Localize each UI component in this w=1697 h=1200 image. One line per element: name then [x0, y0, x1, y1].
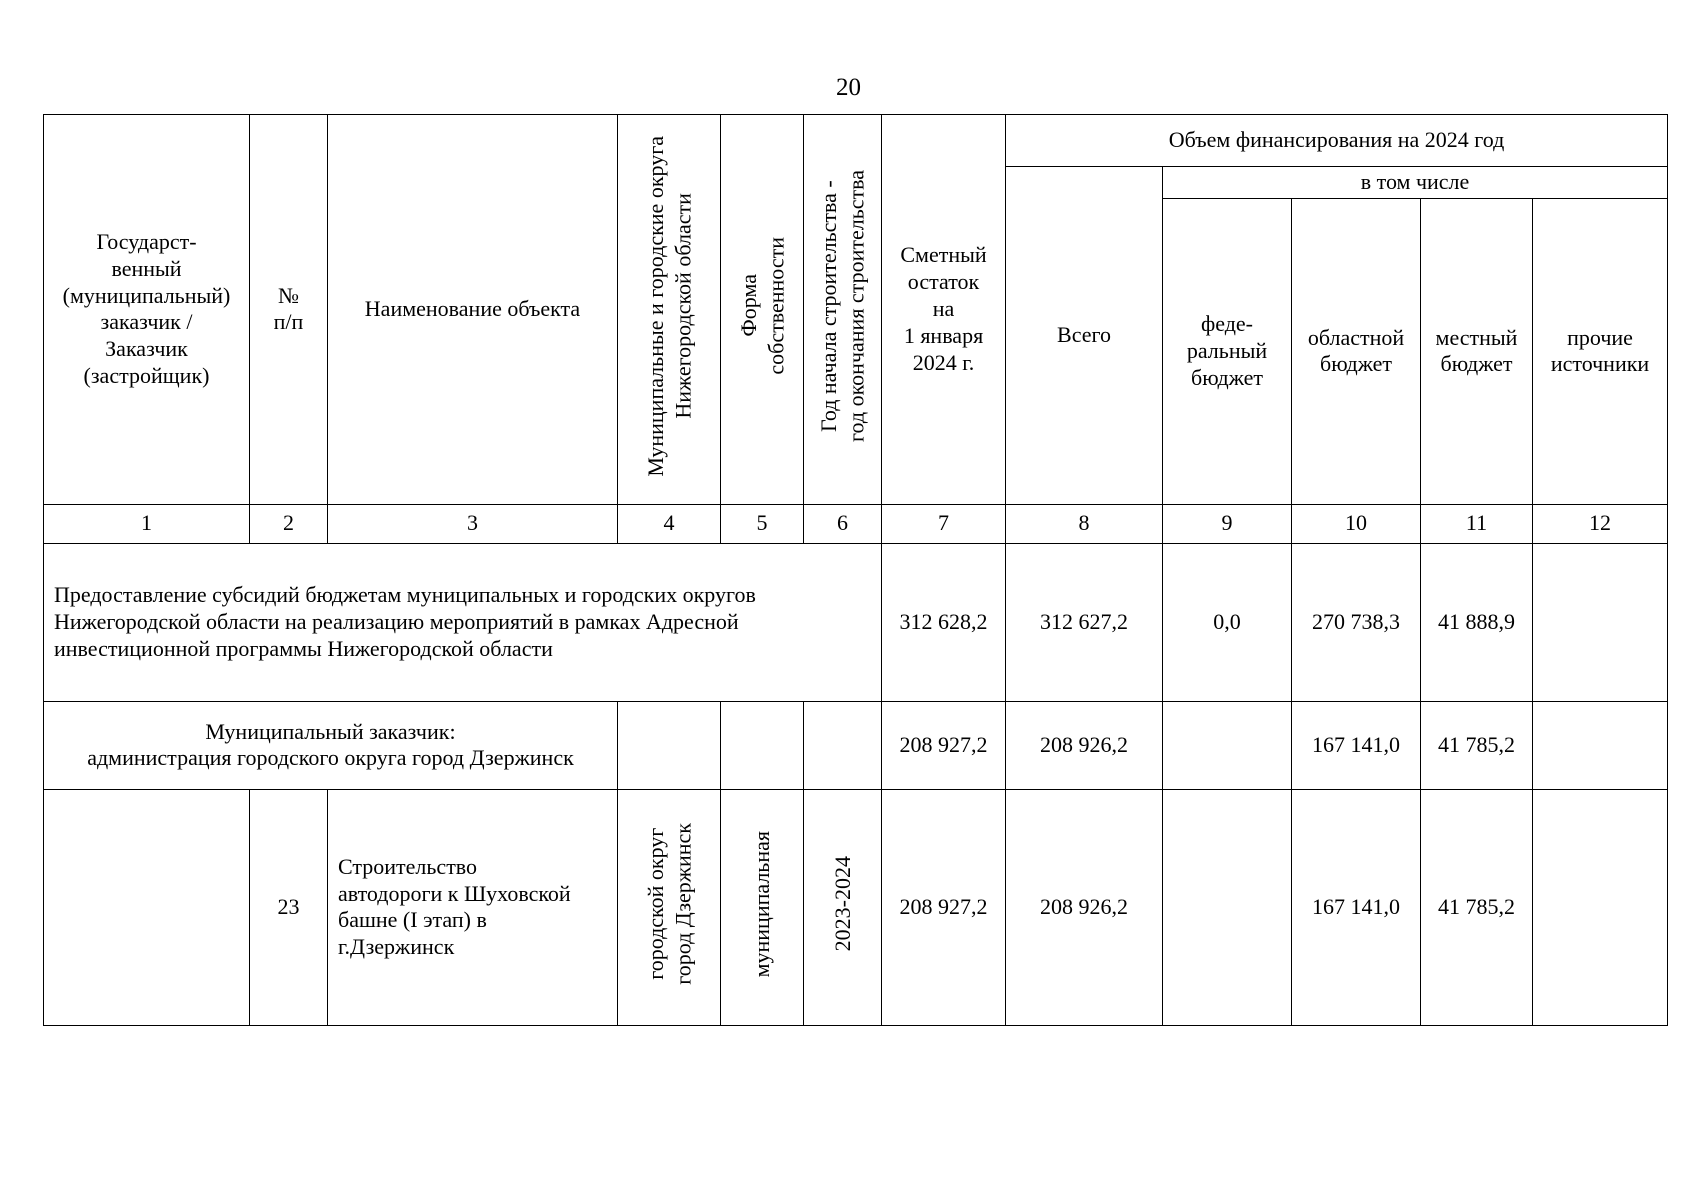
column-number: 8 [1006, 504, 1163, 543]
customer-other [1533, 701, 1668, 789]
header-object-name: Наименование объекта [328, 115, 618, 505]
subsidy-local: 41 888,9 [1421, 543, 1533, 701]
header-federal-budget: феде- ральный бюджет [1163, 198, 1292, 504]
customer-empty-cell [618, 701, 721, 789]
subsidy-total: 312 627,2 [1006, 543, 1163, 701]
header-estimated-balance: Сметный остаток на 1 января 2024 г. [882, 115, 1006, 505]
object-years: 2023-2024 [804, 789, 882, 1025]
customer-empty-cell [804, 701, 882, 789]
table-row-subsidy [44, 543, 1668, 701]
object-total: 208 926,2 [1006, 789, 1163, 1025]
object-estimated-balance: 208 927,2 [882, 789, 1006, 1025]
header-regional-budget: областной бюджет [1292, 198, 1421, 504]
customer-total: 208 926,2 [1006, 701, 1163, 789]
customer-local: 41 785,2 [1421, 701, 1533, 789]
object-number: 23 [250, 789, 328, 1025]
subsidy-description: Предоставление субсидий бюджетам муниципальных и городских округов Нижегородской области на реализацию мероприятий в рамках Адресной инвестиционной программы Нижегородской области [44, 543, 882, 701]
subsidy-estimated-balance: 312 628,2 [882, 543, 1006, 701]
column-number: 4 [618, 504, 721, 543]
column-number: 6 [804, 504, 882, 543]
object-federal [1163, 789, 1292, 1025]
subsidy-other [1533, 543, 1668, 701]
subsidy-regional: 270 738,3 [1292, 543, 1421, 701]
customer-federal [1163, 701, 1292, 789]
object-name: Строительство автодороги к Шуховской башне (I этап) в г.Дзержинск [328, 789, 618, 1025]
header-including: в том числе [1163, 167, 1668, 199]
customer-description: Муниципальный заказчик: администрация городского округа город Дзержинск [44, 701, 618, 789]
header-total: Всего [1006, 167, 1163, 505]
column-numbers-row [44, 504, 1668, 543]
header-financing-title: Объем финансирования на 2024 год [1006, 115, 1668, 167]
column-number: 9 [1163, 504, 1292, 543]
header-local-budget: местный бюджет [1421, 198, 1533, 504]
object-customer-cell [44, 789, 250, 1025]
header-other-sources: прочие источники [1533, 198, 1668, 504]
object-district: городской округ город Дзержинск [618, 789, 721, 1025]
column-number: 3 [328, 504, 618, 543]
page-number: 20 [836, 74, 861, 101]
column-number: 5 [721, 504, 804, 543]
object-other [1533, 789, 1668, 1025]
header-districts: Муниципальные и городские округа Нижегородской области [618, 115, 721, 505]
customer-estimated-balance: 208 927,2 [882, 701, 1006, 789]
subsidy-federal: 0,0 [1163, 543, 1292, 701]
column-number: 11 [1421, 504, 1533, 543]
column-number: 12 [1533, 504, 1668, 543]
header-ownership: Форма собственности [721, 115, 804, 505]
table-row-object [44, 789, 1668, 1025]
column-number: 2 [250, 504, 328, 543]
customer-regional: 167 141,0 [1292, 701, 1421, 789]
financing-table [43, 114, 1668, 1026]
column-number: 1 [44, 504, 250, 543]
object-local: 41 785,2 [1421, 789, 1533, 1025]
table-row-customer [44, 701, 1668, 789]
header-years: Год начала строительства - год окончания строительства [804, 115, 882, 505]
header-number: № п/п [250, 115, 328, 505]
column-number: 7 [882, 504, 1006, 543]
object-ownership: муниципальная [721, 789, 804, 1025]
column-number: 10 [1292, 504, 1421, 543]
customer-empty-cell [721, 701, 804, 789]
header-customer: Государст- венный (муниципальный) заказчик / Заказчик (застройщик) [44, 115, 250, 505]
object-regional: 167 141,0 [1292, 789, 1421, 1025]
